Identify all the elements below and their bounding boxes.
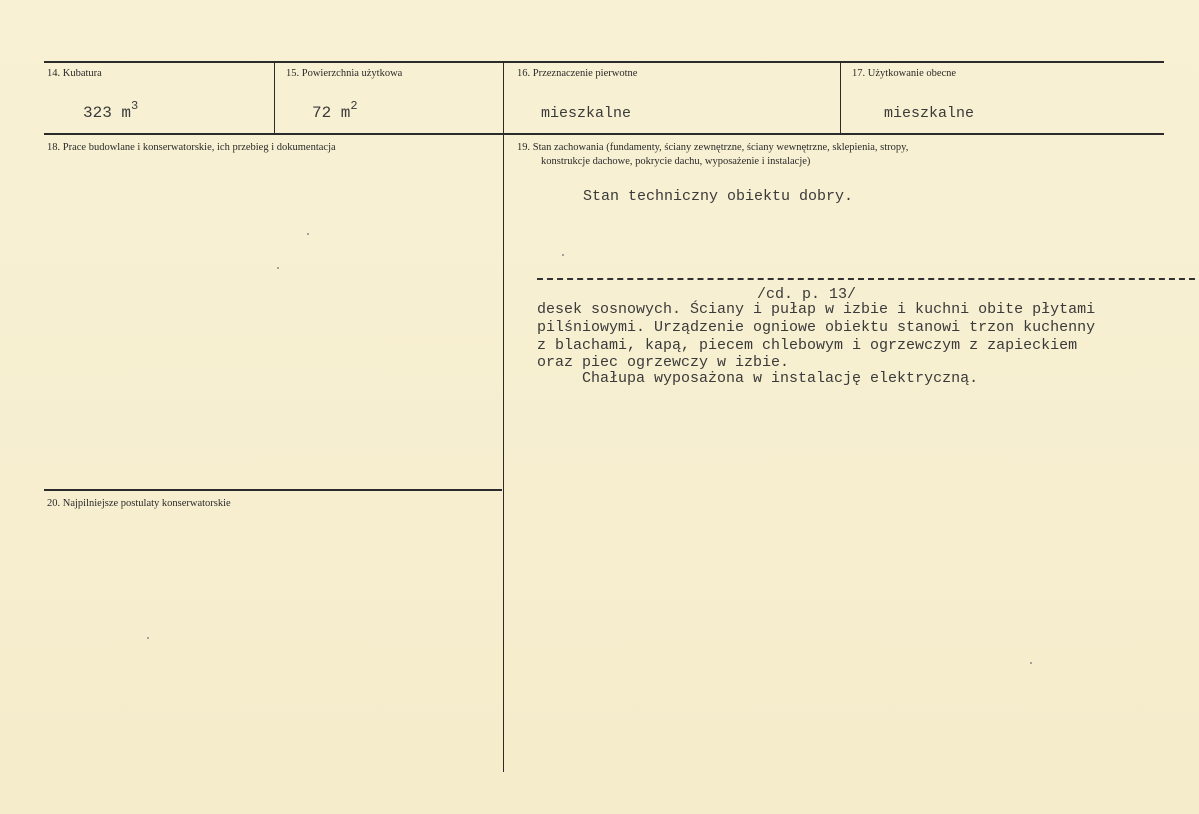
section-18-20-divider (44, 489, 502, 491)
field-15-value-text: 72 m (312, 104, 351, 122)
continuation-separator (537, 278, 1195, 280)
col-divider-14-15 (274, 62, 275, 134)
field-16-label: 16. Przeznaczenie pierwotne (517, 68, 638, 79)
field-20-label: 20. Najpilniejsze postulaty konserwatorskie (47, 498, 231, 509)
field-14-value (83, 99, 139, 122)
row-rule (44, 133, 1164, 135)
paper-speck (1030, 662, 1032, 664)
paper-speck (307, 233, 309, 235)
field-14-unit-sup: 3 (131, 99, 139, 113)
field-16-value: mieszkalne (541, 105, 632, 122)
field-19-label-line1: 19. Stan zachowania (fundamenty, ściany zewnętrzne, ściany wewnętrzne, sklepienia, stropy, (517, 142, 909, 153)
continuation-line-5: Chałupa wyposażona w instalację elektryczną. (537, 370, 979, 387)
continuation-line-1: desek sosnowych. Ściany i pułap w izbie i kuchni obite płytami (537, 301, 1096, 318)
field-14-label: 14. Kubatura (47, 68, 102, 79)
continuation-line-2: pilśniowymi. Urządzenie ogniowe obiektu stanowi trzon kuchenny (537, 319, 1096, 336)
field-15-label: 15. Powierzchnia użytkowa (286, 68, 403, 79)
continuation-line-3: z blachami, kapą, piecem chlebowym i ogrzewczym z zapieckiem (537, 337, 1078, 354)
field-18-label: 18. Prace budowlane i konserwatorskie, ich przebieg i dokumentacja (47, 142, 336, 153)
continuation-marker: /cd. p. 13/ (757, 286, 857, 303)
paper-speck (562, 254, 564, 256)
field-14-value-text: 323 m (83, 104, 132, 122)
field-17-value: mieszkalne (884, 105, 975, 122)
field-17-label: 17. Użytkowanie obecne (852, 68, 957, 79)
field-15-value (312, 99, 358, 122)
paper-speck (277, 267, 279, 269)
top-rule (44, 61, 1164, 63)
field-15-unit-sup: 2 (350, 99, 358, 113)
col-divider-16-17 (840, 62, 841, 134)
continuation-line-4: oraz piec ogrzewczy w izbie. (537, 354, 790, 371)
paper-speck (147, 637, 149, 639)
field-19-value: Stan techniczny obiektu dobry. (583, 188, 854, 205)
col-divider-15-16 (503, 62, 504, 772)
field-19-label-line2: konstrukcje dachowe, pokrycie dachu, wyposażenie i instalacje) (541, 156, 811, 167)
